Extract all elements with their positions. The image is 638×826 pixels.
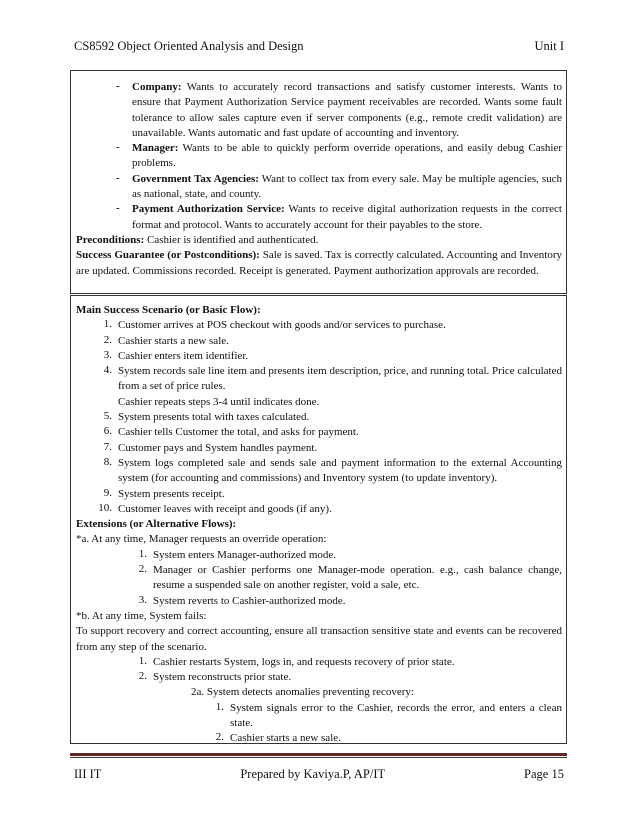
extension-a-step: 3. System reverts to Cashier-authorized mode. [138, 593, 346, 607]
extension-a-step: 2. Manager or Cashier performs one Manager-mode operation. e.g., cash balance change, resume a suspended sale on another register, void a sale, etc. [138, 563, 562, 592]
success-guarantee: Success Guarantee (or Postconditions): Sale is saved. Tax is correctly calculated. Accounting and Inventory are updated. Commissions recorded. Receipt is generated. Payment authorization approvals are recorded. [76, 249, 562, 277]
extension-2a-step: 1. System signals error to the Cashier, records the error, and enters a clean state. [215, 700, 562, 730]
extension-b-step: 1. Cashier restarts System, logs in, and requests recovery of prior state. [138, 654, 455, 668]
footer-rule-thick [70, 753, 567, 756]
extension-b-intro: *b. At any time, System fails: [76, 609, 207, 622]
extension-2a-step: 2. Cashier starts a new sale. [215, 731, 341, 745]
main-step: 10. Customer leaves with receipt and goods (if any). [98, 501, 332, 515]
stakeholder-item: - Company: Wants to accurately record transactions and satisfy customer interests. Wants to ensure that Payment Authorization Service payment receivables are recorded. Wants some fault tolerance to allow sales capture even if server components (e.g., remote credit validation) are unavailable. Wants automatic and fast update of accounting and inventory. [116, 80, 562, 139]
stakeholder-name: Company: [132, 81, 182, 93]
main-step: 2. Cashier starts a new sale. [103, 333, 229, 347]
main-step: 7. Customer pays and System handles payment. [103, 440, 318, 454]
footer-class: III IT [74, 767, 102, 781]
main-step: 6. Cashier tells Customer the total, and asks for payment. [103, 425, 359, 439]
stakeholder-name: Manager: [132, 142, 179, 155]
footer-author: Prepared by Kaviya.P, AP/IT [240, 767, 386, 781]
stakeholder-text: Wants to be able to quickly perform override operations, and easily debug Cashier problems. [132, 142, 562, 170]
extension-a-intro: *a. At any time, Manager requests an override operation: [76, 533, 327, 546]
stakeholder-text: Wants to accurately record transactions and satisfy customer interests. Wants to ensure that Payment Authorization Service payment receivables are recorded. Wants some fault tolerance to allow sales capture even if server components (e.g., remote credit validation) are unavailable. Wants automatic and fast update of accounting and inventory. [132, 81, 562, 139]
extension-b-step: 2. System reconstructs prior state. [138, 670, 292, 684]
main-flow-title: Main Success Scenario (or Basic Flow): [76, 304, 261, 316]
extension-2a-intro: 2a. System detects anomalies preventing recovery: [191, 686, 414, 699]
main-step: 3. Cashier enters item identifier. [103, 348, 249, 362]
page-footer [74, 766, 564, 782]
scenario-box [70, 295, 567, 744]
stakeholders-box [70, 70, 567, 294]
course-title: CS8592 Object Oriented Analysis and Design [74, 39, 304, 53]
stakeholder-text: Wants to receive digital authorization requests in the correct format and protocol. Wants to accurately account for their payables to the store. [132, 203, 562, 231]
repeat-note: Cashier repeats steps 3-4 until indicates done. [118, 395, 320, 408]
main-step: 8. System logs completed sale and sends sale and payment information to the external Accounting system (for accounting and commissions) and Inventory system (to update inventory). [103, 455, 562, 485]
stakeholder-item: - Payment Authorization Service: Wants to receive digital authorization requests in the correct format and protocol. Wants to accurately account for their payables to the store. [116, 202, 562, 231]
footer-page-number: Page 15 [524, 767, 564, 781]
main-step: 1. Customer arrives at POS checkout with goods and/or services to purchase. [103, 318, 446, 332]
unit-label: Unit I [534, 39, 564, 53]
main-step: 5. System presents total with taxes calculated. [103, 410, 310, 424]
stakeholder-item: - Government Tax Agencies: Want to collect tax from every sale. May be multiple agencies, such as national, state, and county. [116, 171, 563, 201]
preconditions: Preconditions: Cashier is identified and authenticated. [76, 233, 319, 246]
main-step: 9. System presents receipt. [103, 486, 225, 500]
extension-b-paragraph: To support recovery and correct accounting, ensure all transaction sensitive state and events can be recovered from any step of the scenario. [76, 625, 562, 653]
extensions-title: Extensions (or Alternative Flows): [76, 518, 237, 531]
footer-rule-thin [70, 757, 567, 758]
page-header [74, 38, 564, 54]
extension-a-step: 1. System enters Manager-authorized mode. [138, 547, 337, 561]
stakeholder-item: - Manager: Wants to be able to quickly perform override operations, and easily debug Cashier problems. [116, 141, 562, 170]
stakeholder-name: Payment Authorization Service: [132, 203, 285, 216]
stakeholder-text: Want to collect tax from every sale. May be multiple agencies, such as national, state, and county. [132, 172, 563, 201]
main-step: 4. System records sale line item and presents item description, price, and running total. Price calculated from a set of price rules. [103, 364, 562, 393]
stakeholder-name: Government Tax Agencies: [132, 172, 259, 185]
